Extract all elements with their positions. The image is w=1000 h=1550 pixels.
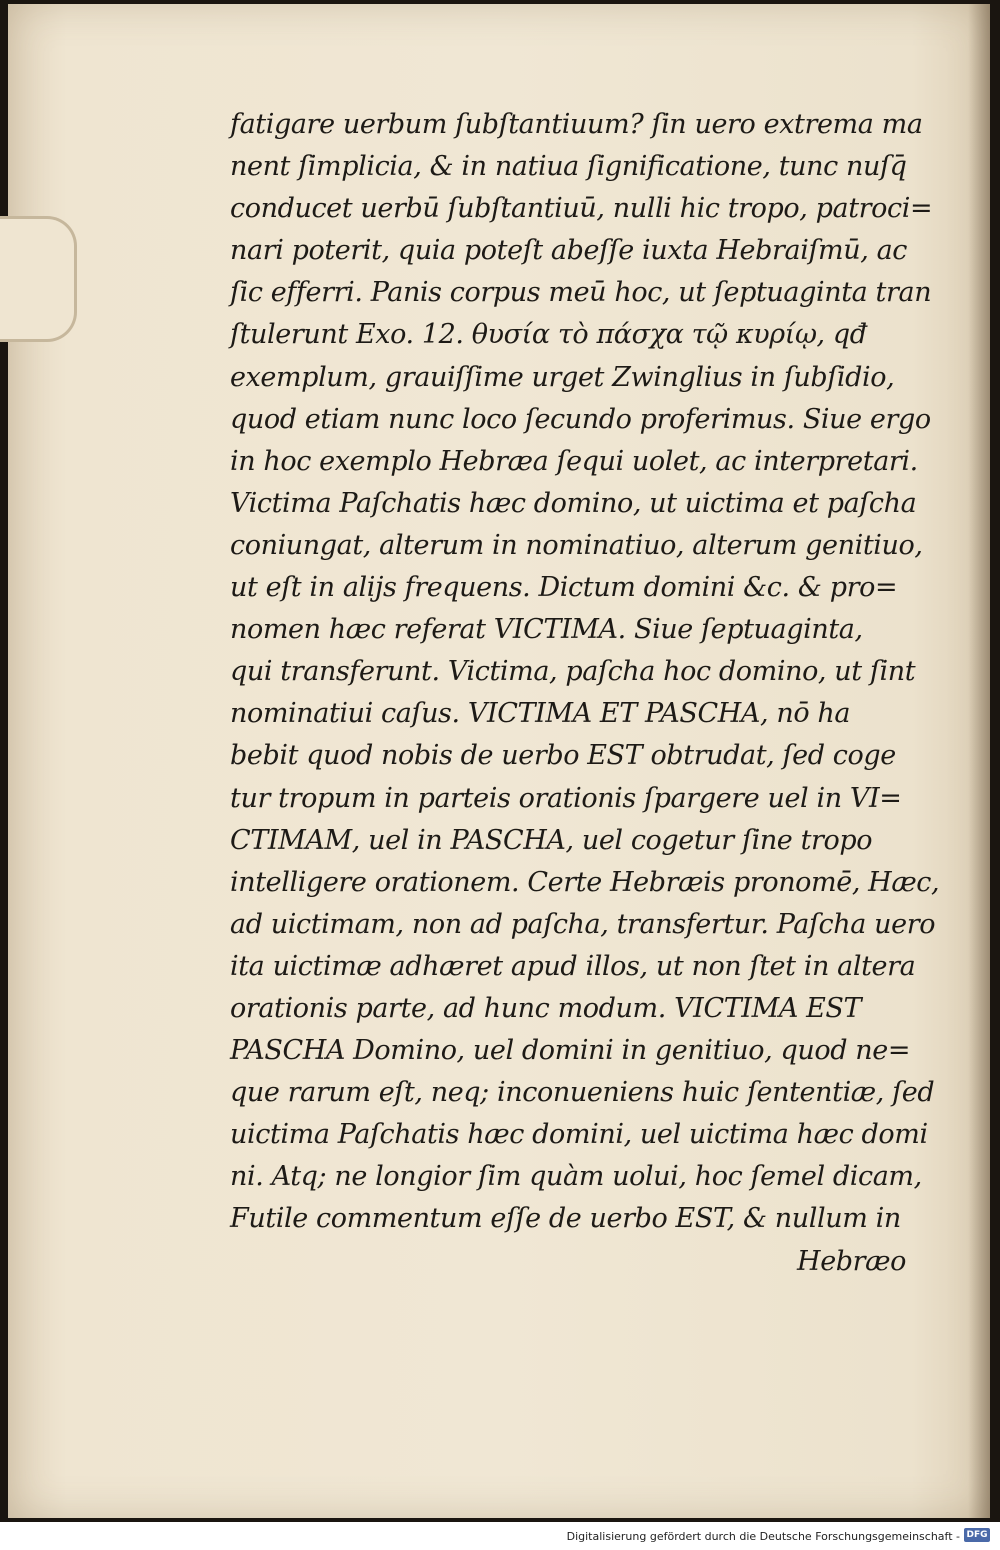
- text-line: nominatiui caſus. VICTIMA ET PASCHA, nō ha: [230, 698, 851, 730]
- text-line: ſtulerunt Exo. 12. θυσία τὸ πάσχα τῷ κυρίῳ, qđ: [230, 319, 867, 351]
- text-line: nomen hæc referat VICTIMA. Siue ſeptuaginta,: [230, 614, 863, 646]
- text-line: conducet uerbū ſubſtantiuū, nulli hic tropo, patroci=: [230, 193, 933, 225]
- text-line: Victima Paſchatis hæc domino, ut uictima et paſcha: [230, 487, 917, 519]
- text-line: ni. Atq; ne longior ſim quàm uolui, hoc ſemel dicam,: [230, 1161, 922, 1193]
- book-page: [8, 4, 990, 1518]
- text-line: ad uictimam, non ad paſcha, transfertur. Paſcha uero: [230, 908, 936, 940]
- text-line: orationis parte, ad hunc modum. VICTIMA EST: [230, 992, 862, 1024]
- footer-bar: [0, 1522, 1000, 1550]
- text-line: quod etiam nunc loco ſecundo proferimus. Siue ergo: [230, 403, 931, 435]
- text-line: CTIMAM, uel in PASCHA, uel cogetur ſine tropo: [230, 824, 873, 856]
- text-line: bebit quod nobis de uerbo EST obtrudat, ſed coge: [230, 740, 896, 772]
- text-line: qui transferunt. Victima, paſcha hoc domino, ut ſint: [230, 656, 916, 688]
- text-line: in hoc exemplo Hebræa ſequi uolet, ac interpretari.: [230, 445, 918, 477]
- paper-fold-tab: [0, 216, 77, 342]
- text-line: que rarum eſt, neq; inconueniens huic ſententiæ, ſed: [230, 1077, 935, 1109]
- text-line: exemplum, grauiſſime urget Zwinglius in ſubſidio,: [230, 361, 895, 393]
- text-line: tur tropum in parteis orationis ſpargere uel in VI=: [230, 782, 902, 814]
- text-line: ſic efferri. Panis corpus meū hoc, ut ſeptuaginta tran: [230, 277, 932, 309]
- text-line: PASCHA Domino, uel domini in genitiuo, quod ne=: [230, 1035, 911, 1067]
- text-line: ita uictimæ adhæret apud illos, ut non ſtet in altera: [230, 950, 916, 982]
- dfg-logo-icon: DFG: [964, 1528, 990, 1542]
- text-line: Futile commentum eſſe de uerbo EST, & nullum in: [230, 1203, 901, 1235]
- text-line: uictima Paſchatis hæc domini, uel uictima hæc domi: [230, 1119, 928, 1151]
- text-block: [230, 104, 940, 1283]
- page-edge-shadow: [968, 4, 990, 1518]
- text-line: intelligere orationem. Certe Hebræis pronomē, Hæc,: [230, 866, 940, 898]
- text-line: coniungat, alterum in nominatiuo, alterum genitiuo,: [230, 529, 923, 561]
- text-line: ut eſt in alijs frequens. Dictum domini &c. & pro=: [230, 572, 898, 604]
- text-line: nent ſimplicia, & in natiua ſignificatione, tunc nuſq̄: [230, 151, 907, 183]
- text-line: nari poterit, quia poteſt abeſſe iuxta Hebraiſmū, ac: [230, 235, 908, 267]
- catchword: Hebræo: [797, 1245, 906, 1277]
- text-line: fatigare uerbum ſubſtantiuum? ſin uero extrema ma: [230, 109, 923, 140]
- footer-credit: Digitalisierung gefördert durch die Deutsche Forschungsgemeinschaft -: [566, 1530, 960, 1543]
